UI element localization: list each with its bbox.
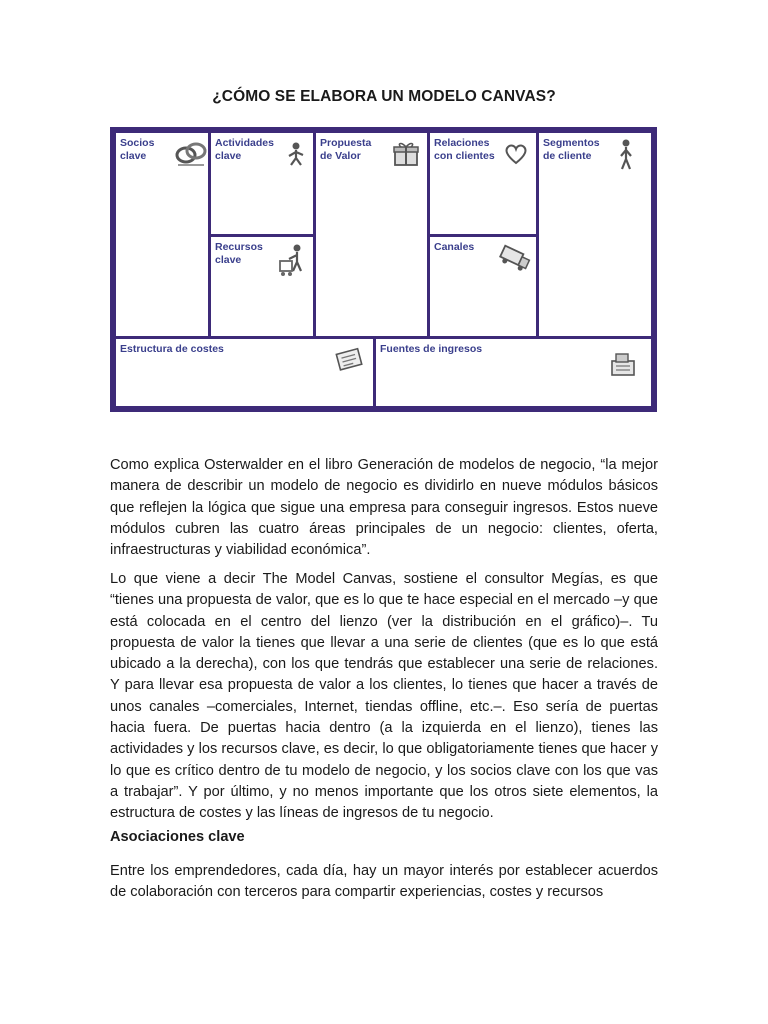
block-label: Canales	[434, 241, 475, 253]
chain-link-icon	[174, 139, 208, 173]
cash-register-icon	[608, 349, 638, 383]
block-label: Actividades clave	[215, 137, 274, 162]
block-label: Segmentos de cliente	[543, 137, 600, 162]
heart-icon	[504, 143, 528, 169]
block-actividades-clave	[208, 130, 316, 237]
block-label: Propuesta de Valor	[320, 137, 372, 162]
forklift-worker-icon	[277, 243, 307, 281]
block-fuentes-de-ingresos	[373, 336, 654, 409]
block-label: Estructura de costes	[120, 343, 224, 355]
block-segmentos-de-cliente	[536, 130, 654, 339]
section-heading: Asociaciones clave	[110, 829, 245, 845]
block-label: Fuentes de ingresos	[380, 343, 483, 355]
worker-icon	[283, 141, 309, 171]
block-estructura-de-costes	[113, 336, 376, 409]
paragraph-2: Lo que viene a decir The Model Canvas, sostiene el consultor Megías, es que “tienes una propuesta de valor, que es lo que te hace especial en el mercado –y que está colocada en el centro del lienzo (ver la distribución en el gráfico)–. Tu propuesta de valor la tienes que llevar a una serie de clientes (que es lo que está ubicado a la derecha), con los que tendrás que establecer una serie de relaciones. Y para llevar esa propuesta de valor a los clientes, lo tienes que hacer a través de unos canales –comerciales, Internet, tiendas offline, etc.–. Eso sería de puertas hacia fuera. De puertas hacia dentro (a la izquierda en el lienzo), tienes las actividades y los recursos clave, es decir, lo que obligatoriamente tienes que hacer y lo que es crítico dentro de tu modelo de negocio, y los socios clave con los que vas a trabajar”. Y por último, y no menos importante que los otros siete elementos, la estructura de costes y las líneas de ingresos de tu negocio.	[110, 571, 658, 822]
block-propuesta-de-valor	[313, 130, 430, 339]
paragraph-3: Entre los emprendedores, cada día, hay un mayor interés por establecer acuerdos de colaboración con terceros para compartir experiencias, costes y recursos	[110, 863, 658, 901]
person-icon	[617, 139, 635, 175]
truck-icon	[498, 241, 532, 279]
block-label: Recursos clave	[215, 241, 263, 266]
block-canales	[427, 234, 539, 339]
block-relaciones-con-clientes	[427, 130, 539, 237]
block-label: Socios clave	[120, 137, 155, 162]
paragraph-1: Como explica Osterwalder en el libro Generación de modelos de negocio, “la mejor manera de describir un modelo de negocio es dividirlo en nueve módulos básicos que reflejen la lógica que sigue una empresa para conseguir ingresos. Estos nueve módulos cubren las cuatro áreas principales de un negocio: clientes, oferta, infraestructuras y viabilidad económica”.	[110, 457, 658, 559]
business-model-canvas	[110, 127, 657, 412]
gift-icon	[392, 141, 420, 171]
block-recursos-clave	[208, 234, 316, 339]
block-socios-clave	[113, 130, 211, 339]
block-label: Relaciones con clientes	[434, 137, 495, 162]
document-title: ¿CÓMO SE ELABORA UN MODELO CANVAS?	[212, 88, 556, 105]
price-tag-icon	[334, 345, 366, 377]
